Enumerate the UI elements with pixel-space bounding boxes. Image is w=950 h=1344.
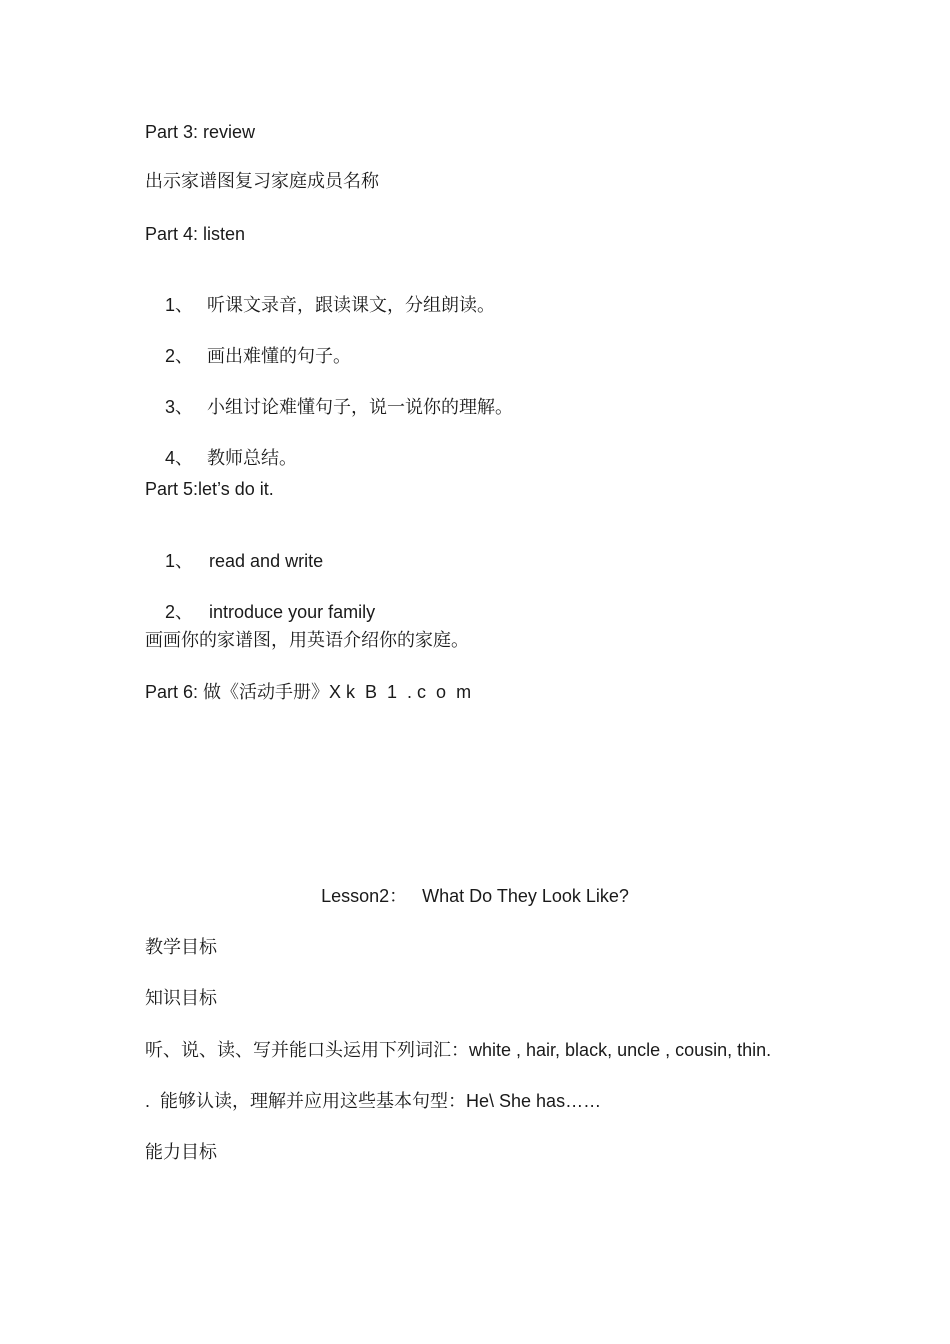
list-item-text: 教师总结。 bbox=[207, 448, 298, 468]
list-item-number: 2、 bbox=[165, 602, 194, 622]
list-item-number: 4、 bbox=[165, 448, 194, 468]
ability-label: 能力目标 bbox=[145, 1142, 217, 1162]
list-item-text: read and write bbox=[209, 551, 324, 571]
lesson-title: Lesson2： What Do They Look Like? bbox=[321, 886, 629, 906]
goals-label: 教学目标 bbox=[145, 937, 217, 957]
list-item-text: 听课文录音，跟读课文，分组朗读。 bbox=[207, 295, 496, 315]
part5-heading: Part 5:let’s do it. bbox=[145, 479, 274, 499]
vocab-line: 听、说、读、写并能口头运用下列词汇：white , hair, black, uncle , cousin, thin. bbox=[145, 1040, 772, 1060]
part3-text: 出示家谱图复习家庭成员名称 bbox=[145, 171, 379, 191]
part4-heading: Part 4: listen bbox=[145, 224, 246, 244]
part6-heading: Part 6: 做《活动手册》X k B 1 . c o m bbox=[145, 682, 472, 702]
list-item-text: introduce your family bbox=[209, 602, 376, 622]
part3-heading: Part 3: review bbox=[145, 122, 256, 142]
list-item-text: 画出难懂的句子。 bbox=[207, 346, 352, 366]
list-item-text: 小组讨论难懂句子，说一说你的理解。 bbox=[207, 397, 514, 417]
knowledge-label: 知识目标 bbox=[145, 988, 217, 1008]
part5-text: 画画你的家谱图，用英语介绍你的家庭。 bbox=[145, 630, 469, 650]
list-item-number: 2、 bbox=[165, 346, 194, 366]
list-item-number: 3、 bbox=[165, 397, 194, 417]
list-item-number: 1、 bbox=[165, 295, 194, 315]
list-item-number: 1、 bbox=[165, 551, 194, 571]
pattern-line: . 能够认读，理解并应用这些基本句型：He\ She has…… bbox=[145, 1091, 602, 1111]
